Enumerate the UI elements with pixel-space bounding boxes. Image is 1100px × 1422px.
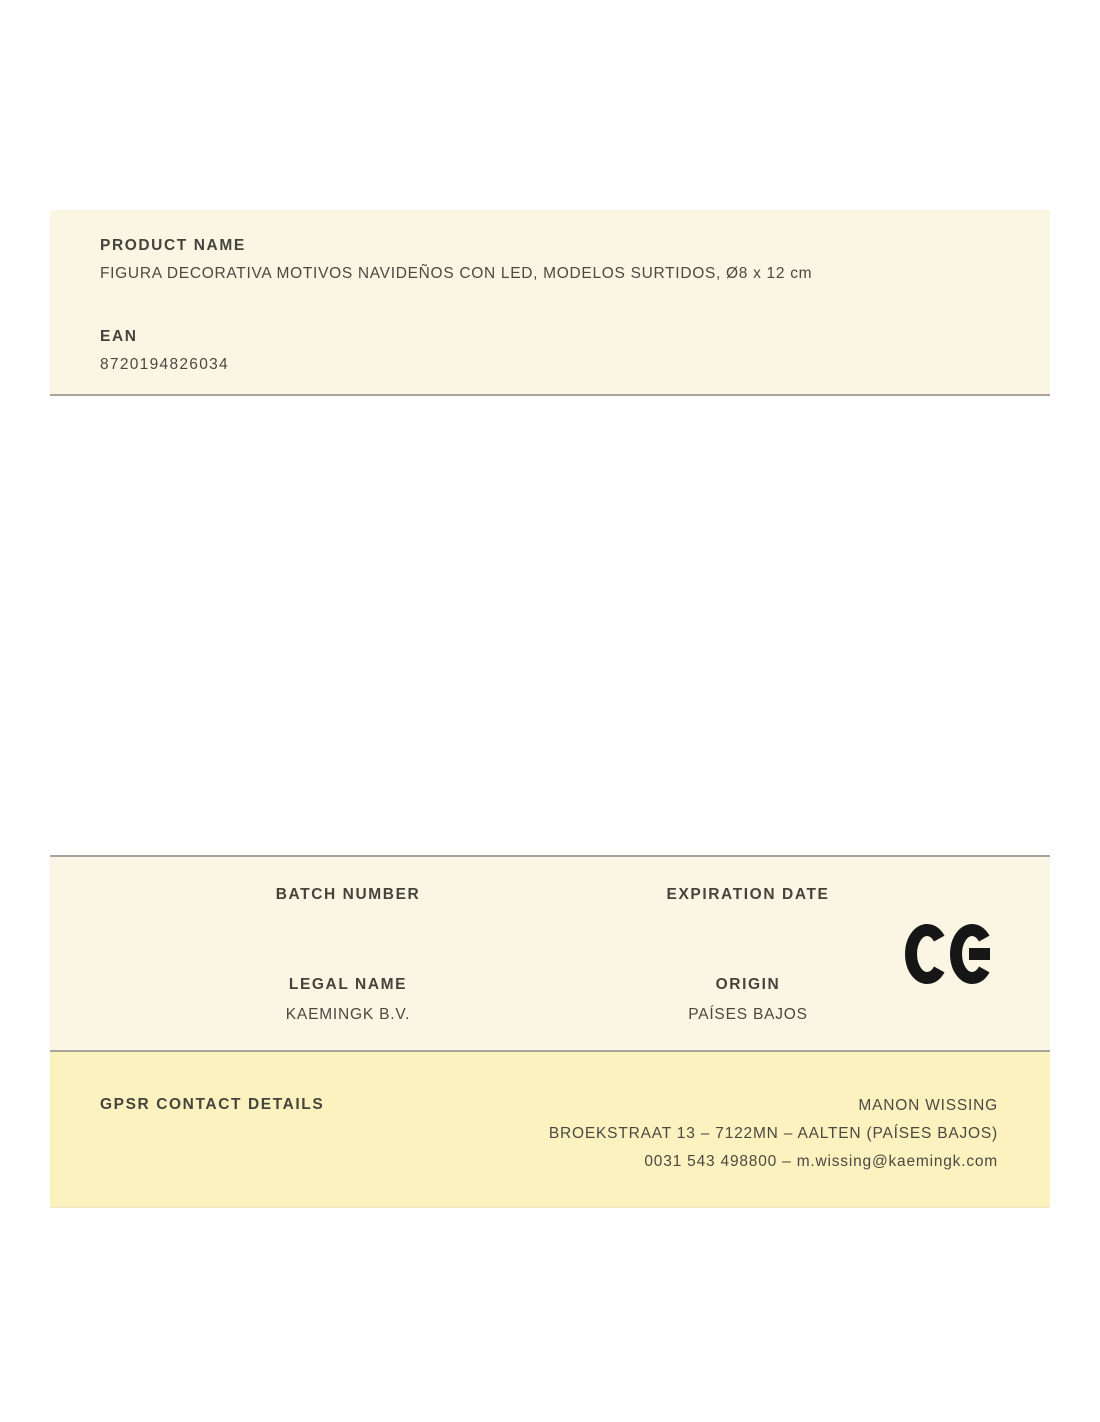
- gpsr-contact-details-label: GPSR CONTACT DETAILS: [100, 1096, 325, 1113]
- legal-name-label: LEGAL NAME: [288, 976, 408, 993]
- product-info-panel: [50, 210, 1050, 396]
- gpsr-contact-panel: [50, 1052, 1050, 1208]
- contact-phone-email: 0031 543 498800 – m.wissing@kaemingk.com: [644, 1153, 998, 1170]
- origin-value: PAÍSES BAJOS: [688, 1006, 808, 1023]
- contact-name: MANON WISSING: [858, 1097, 998, 1114]
- batch-origin-panel: [50, 855, 1050, 1052]
- product-name-value: FIGURA DECORATIVA MOTIVOS NAVIDEÑOS CON LED, MODELOS SURTIDOS, Ø8 x 12 cm: [100, 265, 813, 282]
- gpsr-contact-block: [549, 1092, 998, 1176]
- batch-number-label: BATCH NUMBER: [275, 886, 421, 903]
- ean-value: 8720194826034: [100, 356, 229, 373]
- product-name-label: PRODUCT NAME: [100, 237, 246, 254]
- legal-name-value: KAEMINGK B.V.: [285, 1006, 411, 1023]
- origin-label: ORIGIN: [715, 976, 781, 993]
- ean-label: EAN: [100, 328, 138, 345]
- ce-mark-icon: [905, 923, 993, 985]
- contact-address: BROEKSTRAAT 13 – 7122MN – AALTEN (PAÍSES BAJOS): [548, 1125, 998, 1142]
- expiration-date-label: EXPIRATION DATE: [666, 886, 830, 903]
